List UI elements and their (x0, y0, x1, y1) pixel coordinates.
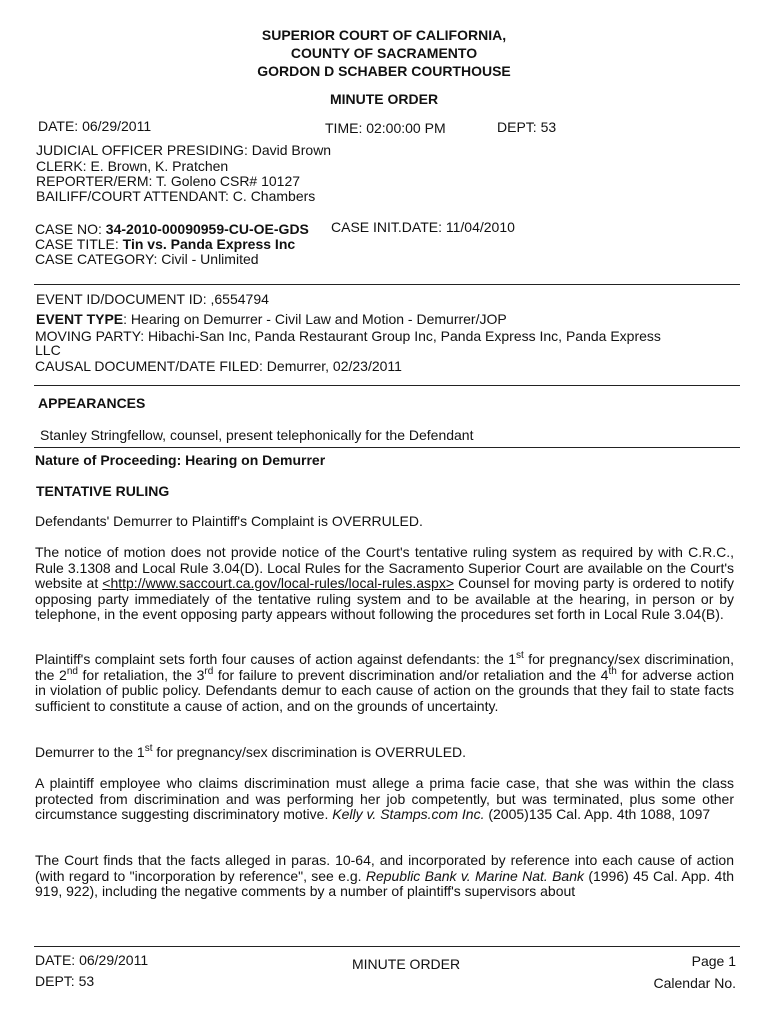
event-type (36, 311, 507, 327)
case-number-label: CASE NO: (35, 221, 106, 237)
event-id: EVENT ID/DOCUMENT ID: ,6554794 (36, 291, 269, 307)
divider (34, 385, 740, 386)
local-rules-link[interactable]: <http://www.saccourt.ca.gov/local-rules/local-rules.aspx> (102, 575, 454, 591)
case-number (35, 221, 309, 237)
moving-party: MOVING PARTY: Hibachi-San Inc, Panda Restaurant Group Inc, Panda Express Inc, Panda Express (35, 328, 661, 344)
case-title-label: CASE TITLE: (35, 236, 123, 252)
judicial-officer: JUDICIAL OFFICER PRESIDING: David Brown (36, 142, 332, 158)
ruling-paragraph: Demurrer to the 1st for pregnancy/sex discrimination is OVERRULED. (35, 743, 467, 760)
case-init-date: CASE INIT.DATE: 11/04/2010 (331, 219, 515, 235)
appearances-heading: APPEARANCES (38, 395, 146, 411)
order-time: TIME: 02:00:00 PM (325, 120, 446, 136)
page-title: MINUTE ORDER (329, 91, 439, 107)
court-name: SUPERIOR COURT OF CALIFORNIA, (261, 27, 507, 43)
tentative-ruling-heading: TENTATIVE RULING (36, 483, 170, 499)
reporter: REPORTER/ERM: T. Goleno CSR# 10127 (36, 173, 301, 189)
bailiff: BAILIFF/COURT ATTENDANT: C. Chambers (36, 188, 316, 204)
footer-title: MINUTE ORDER (352, 956, 461, 972)
nature-of-proceeding: Nature of Proceeding: Hearing on Demurrer (35, 452, 326, 468)
ruling-paragraph: The Court finds that the facts alleged in paras. 10-64, and incorporated by reference into each cause of action (with regard to "incorporation by reference", see e.g. Republic Bank v. Marine Nat. Bank (1996) 45 Cal. App. 4th 919, 922), including the negative comments by a number of plaintiff's supervisors about (35, 852, 734, 899)
page-number: Page 1 (691, 953, 736, 969)
causal-document: CAUSAL DOCUMENT/DATE FILED: Demurrer, 02/23/2011 (35, 358, 402, 374)
ruling-paragraph: The notice of motion does not provide notice of the Court's tentative ruling system as required by with C.R.C., Rule 3.1308 and Local Rule 3.04(D). Local Rules for the Sacramento Superior Court are available on the Court's website at <http://www.saccourt.ca.gov/local-rules/local-rules.aspx> Counsel for moving party is ordered to notify opposing party immediately of the tentative ruling system and to be available at the hearing, in person or by telephone, in the event opposing party appears without following the procedures set forth in Local Rule 3.04(B). (35, 544, 734, 622)
footer-date: DATE: 06/29/2011 (35, 952, 149, 968)
ruling-paragraph: Plaintiff's complaint sets forth four causes of action against defendants: the 1st for pregnancy/sex discrimination, the 2nd for retaliation, the 3rd for failure to prevent discrimination and/or retaliation and the 4th for adverse action in violation of public policy. Defendants demur to each cause of action on the grounds that they fail to state facts sufficient to constitute a cause of action, and on the grounds of uncertainty. (35, 650, 734, 714)
calendar-number: Calendar No. (653, 975, 736, 991)
event-type-label: EVENT TYPE (36, 311, 124, 327)
county-name: COUNTY OF SACRAMENTO (290, 45, 478, 61)
order-dept: DEPT: 53 (497, 119, 557, 135)
divider (34, 284, 740, 285)
footer-dept: DEPT: 53 (35, 973, 95, 989)
courthouse-name: GORDON D SCHABER COURTHOUSE (257, 63, 511, 79)
order-date: DATE: 06/29/2011 (38, 118, 152, 134)
ruling-paragraph: A plaintiff employee who claims discrimination must allege a prima facie case, that she was within the class protected from discrimination and was performing her job competently, but was terminated, plus some other circumstance suggesting discriminatory motive. Kelly v. Stamps.com Inc. (2005)135 Cal. App. 4th 1088, 1097 (35, 775, 734, 822)
event-type-value: : Hearing on Demurrer - Civil Law and Motion - Demurrer/JOP (123, 311, 507, 327)
case-number-value: 34-2010-00090959-CU-OE-GDS (105, 221, 309, 237)
appearances-text: Stanley Stringfellow, counsel, present telephonically for the Defendant (40, 427, 474, 443)
clerk: CLERK: E. Brown, K. Pratchen (36, 158, 229, 174)
case-category: CASE CATEGORY: Civil - Unlimited (35, 251, 259, 267)
ruling-paragraph: Defendants' Demurrer to Plaintiff's Complaint is OVERRULED. (35, 513, 423, 529)
case-title (35, 236, 295, 252)
moving-party-continued: LLC (35, 342, 61, 358)
footer-divider (34, 946, 740, 947)
case-title-value: Tin vs. Panda Express Inc (122, 236, 296, 252)
divider (34, 447, 740, 448)
